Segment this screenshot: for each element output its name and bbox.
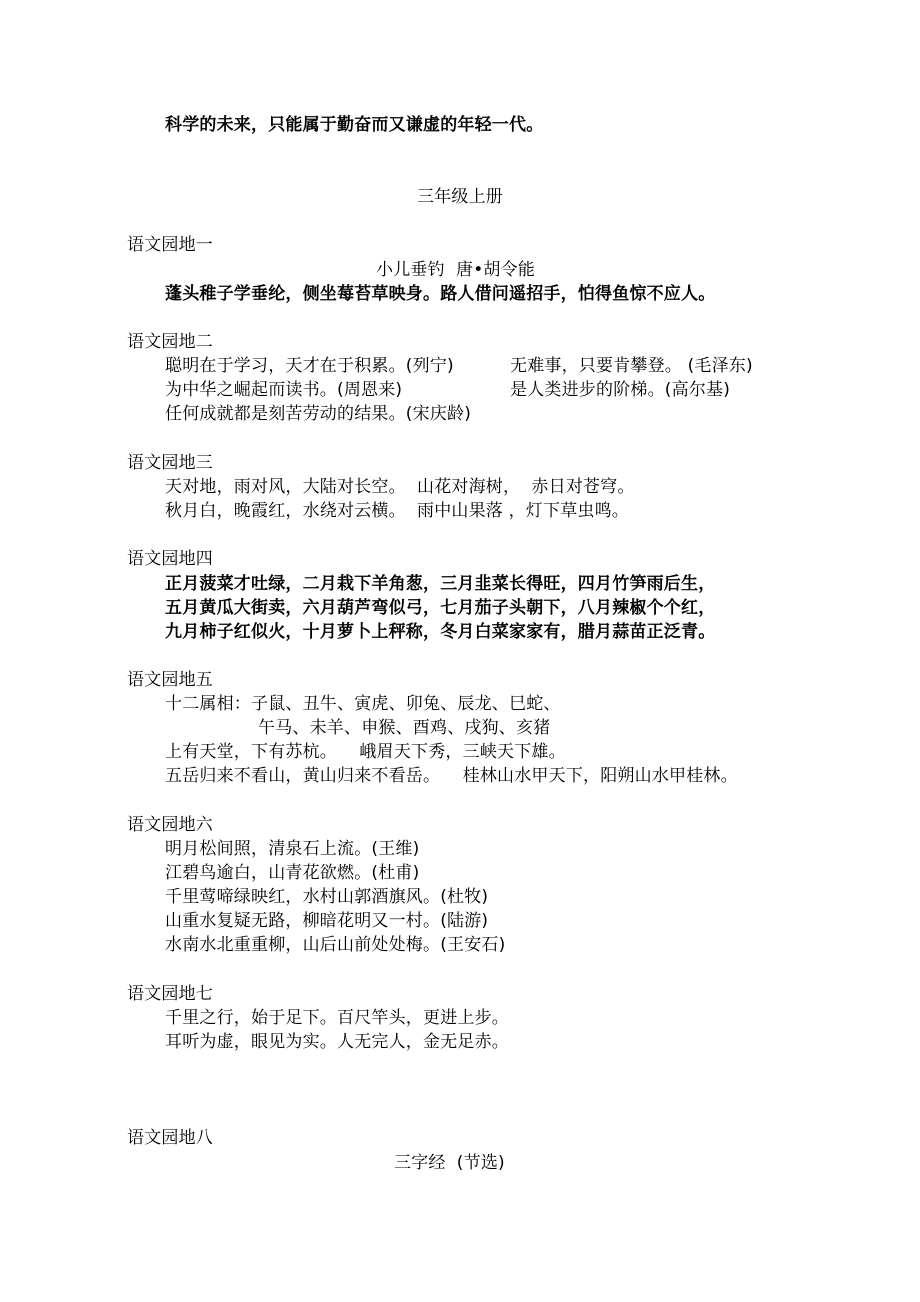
section-heading: 语文园地七 (127, 984, 213, 1004)
section-heading: 语文园地三 (127, 453, 213, 473)
poem-line: 江碧鸟逾白，山青花欲燃。(杜甫) (165, 863, 420, 883)
section-heading: 语文园地一 (127, 235, 213, 255)
verse-line: 九月柿子红似火，十月萝卜上秤称，冬月白菜家家有，腊月蒜苗正泛青。 (165, 622, 716, 642)
quote-line: 无难事，只要肯攀登。 (毛泽东) (510, 356, 753, 376)
verse-line: 五月黄瓜大街卖，六月葫芦弯似弓，七月茄子头朝下，八月辣椒个个红， (165, 598, 716, 618)
zodiac-line: 十二属相：子鼠、丑牛、寅虎、卯兔、辰龙、巳蛇、 (165, 694, 561, 714)
saying-line: 五岳归来不看山，黄山归来不看岳。 桂林山水甲天下，阳朔山水甲桂林。 (165, 766, 738, 786)
poem-line: 山重水复疑无路，柳暗花明又一村。(陆游) (165, 911, 489, 931)
poem-line: 水南水北重重柳，山后山前处处梅。(王安石) (165, 935, 506, 955)
section-heading: 语文园地五 (127, 670, 213, 690)
section-heading: 语文园地四 (127, 549, 213, 569)
section-heading: 语文园地六 (127, 815, 213, 835)
poem-line: 蓬头稚子学垂纶，侧坐莓苔草映身。路人借问遥招手，怕得鱼惊不应人。 (165, 284, 716, 304)
quote-line: 聪明在于学习，天才在于积累。(列宁) (165, 356, 454, 376)
poem-line: 明月松间照，清泉石上流。(王维) (165, 839, 420, 859)
quote-line: 任何成就都是刻苦劳动的结果。(宋庆龄) (165, 404, 472, 424)
section-heading: 语文园地八 (127, 1128, 213, 1148)
couplet-line: 天对地，雨对风，大陆对长空。 山花对海树， 赤日对苍穹。 (165, 477, 635, 497)
proverb-line: 千里之行，始于足下。百尺竿头，更进上步。 (165, 1008, 509, 1028)
verse-line: 正月菠菜才吐绿，二月栽下羊角葱，三月韭菜长得旺，四月竹笋雨后生， (165, 574, 716, 594)
zodiac-line: 午马、未羊、申猴、酉鸡、戌狗、亥猪 (258, 718, 551, 738)
page-heading: 三年级上册 (417, 187, 503, 207)
saying-line: 上有天堂，下有苏杭。 峨眉天下秀，三峡天下雄。 (165, 742, 566, 762)
section-title: 三字经 (节选) (394, 1153, 505, 1173)
poem-title: 小儿垂钓 唐•胡令能 (376, 260, 536, 280)
intro-line: 科学的未来，只能属于勤奋而又谦虚的年轻一代。 (165, 115, 544, 135)
couplet-line: 秋月白，晚霞红，水绕对云横。 雨中山果落 ，灯下草虫鸣。 (165, 501, 630, 521)
section-heading: 语文园地二 (127, 332, 213, 352)
quote-line: 是人类进步的阶梯。(高尔基) (510, 380, 731, 400)
quote-line: 为中华之崛起而读书。(周恩来) (165, 380, 403, 400)
poem-line: 千里莺啼绿映红，水村山郭酒旗风。(杜牧) (165, 887, 489, 907)
proverb-line: 耳听为虚，眼见为实。人无完人，金无足赤。 (165, 1032, 509, 1052)
